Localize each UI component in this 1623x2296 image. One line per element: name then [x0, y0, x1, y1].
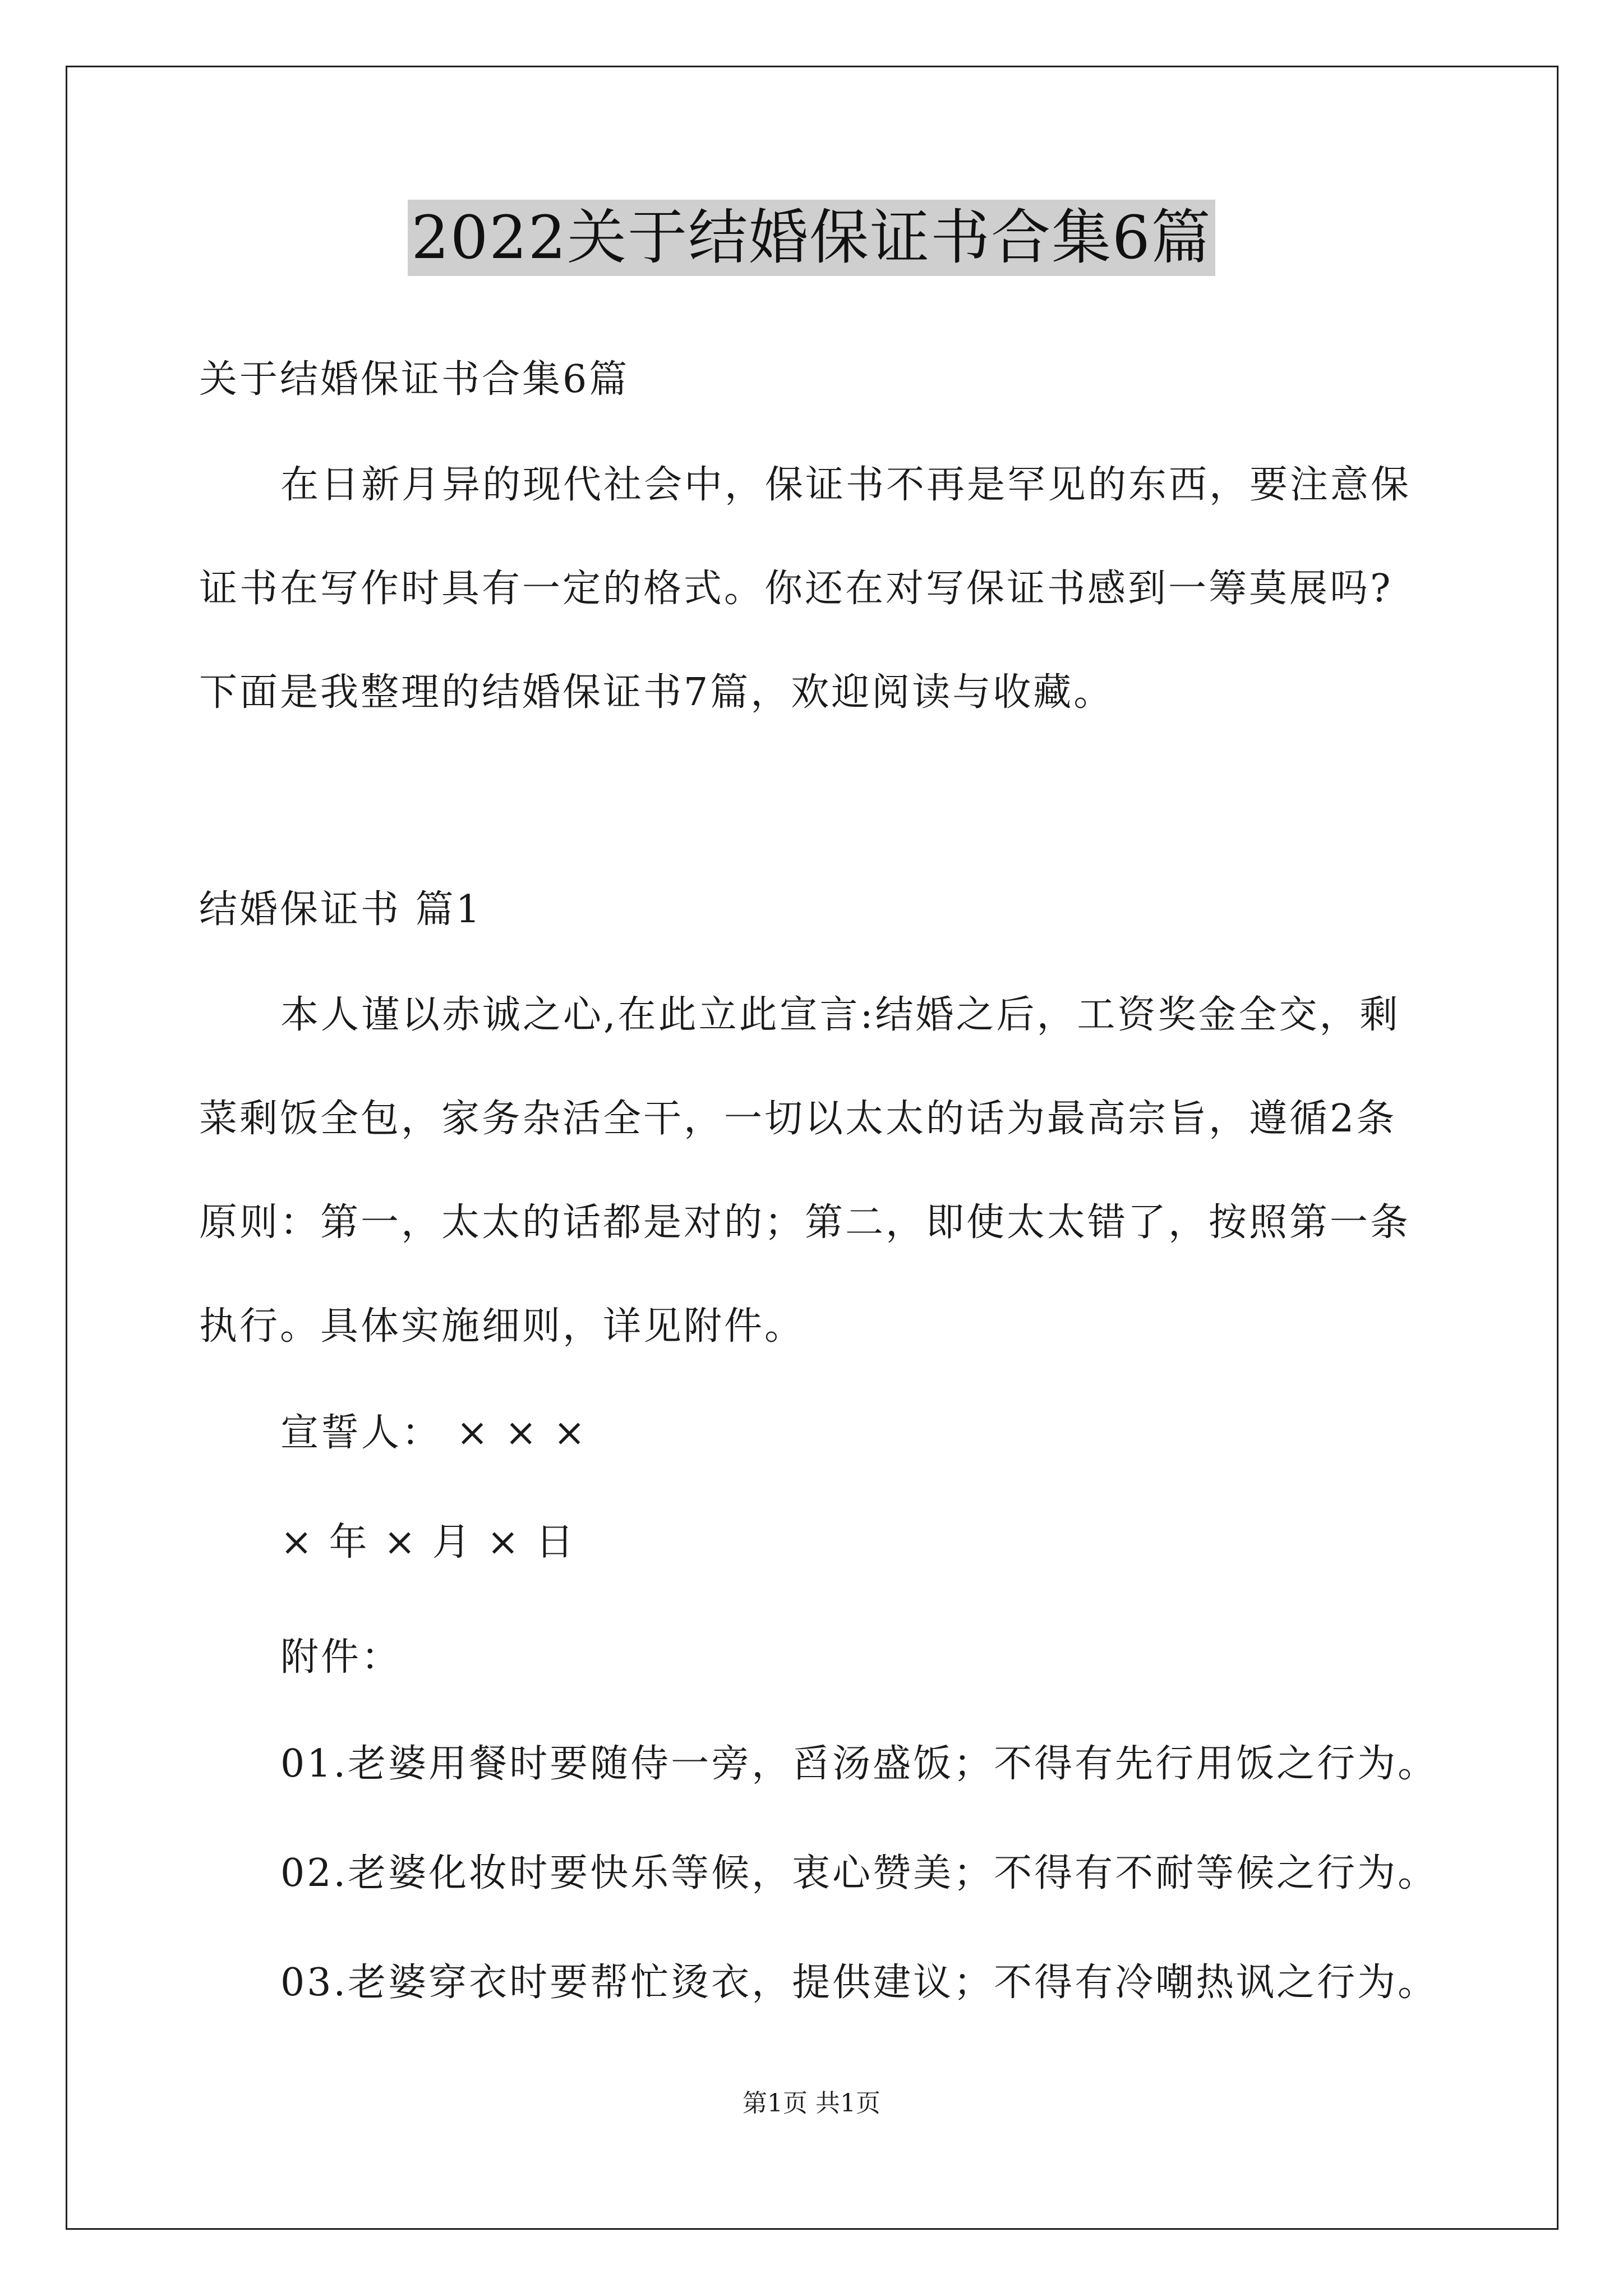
section1-line-2: 菜剩饭全包，家务杂活全干，一切以太太的话为最高宗旨，遵循2条 [199, 1097, 1397, 1141]
section1-line-4: 执行。具体实施细则，详见附件。 [199, 1304, 805, 1349]
attachment-item-1: 01.老婆用餐时要随侍一旁，舀汤盛饭；不得有先行用饭之行为。 [280, 1742, 1438, 1786]
pledger-line: 宣誓人： × × × [280, 1411, 588, 1455]
attachment-item-3: 03.老婆穿衣时要帮忙烫衣，提供建议；不得有冷嘲热讽之行为。 [280, 1961, 1438, 2005]
page-footer: 第1页 共1页 [743, 2089, 880, 2118]
document-title: 2022关于结婚保证书合集6篇 [408, 200, 1215, 276]
attachment-label: 附件： [280, 1635, 402, 1680]
section-heading: 结婚保证书 篇1 [199, 887, 482, 932]
date-line: × 年 × 月 × 日 [280, 1520, 577, 1565]
section1-line-1: 本人谨以赤诚之心,在此立此宣言:结婚之后，工资奖金全交，剩 [280, 993, 1400, 1037]
intro-line-1: 在日新月异的现代社会中，保证书不再是罕见的东西，要注意保 [280, 463, 1412, 507]
attachment-item-2: 02.老婆化妆时要快乐等候，衷心赞美；不得有不耐等候之行为。 [280, 1851, 1438, 1895]
section1-line-3: 原则：第一，太太的话都是对的；第二，即使太太错了，按照第一条 [199, 1200, 1411, 1245]
intro-line-3: 下面是我整理的结婚保证书7篇，欢迎阅读与收藏。 [199, 670, 1114, 715]
title-container [0, 200, 1623, 276]
subtitle: 关于结婚保证书合集6篇 [199, 357, 630, 402]
intro-line-2: 证书在写作时具有一定的格式。你还在对写保证书感到一筹莫展吗? [199, 567, 1393, 611]
